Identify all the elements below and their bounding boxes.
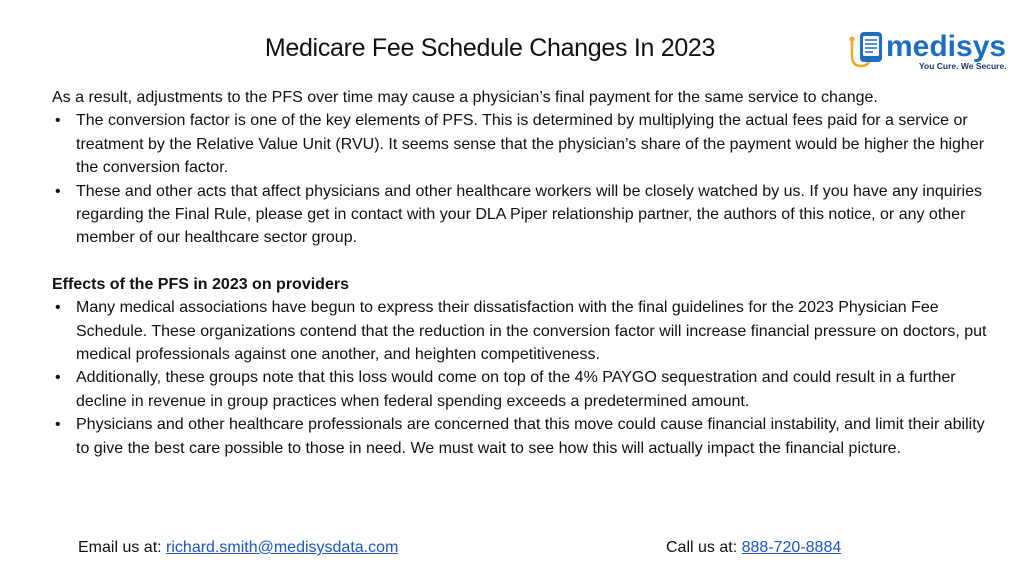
list-item	[52, 109, 997, 179]
main-content	[52, 86, 997, 460]
list-item	[52, 366, 997, 413]
logo-wordmark: medisys	[886, 30, 1007, 63]
section1-bullet-list	[52, 109, 997, 249]
bullet-glyph: •	[55, 416, 61, 434]
bullet-glyph: •	[55, 182, 61, 200]
list-item-text: These and other acts that affect physicians and other healthcare workers will be closely watched by us. If you have any inquiries regarding the Final Rule, please get in contact with your DLA Piper relationship partner, the authors of this notice, or any other member of our healthcare sector group.	[76, 182, 982, 247]
list-item-text: Many medical associations have begun to express their dissatisfaction with the final guidelines for the 2023 Physician Fee Schedule. These organizations contend that the reduction in the conversion factor will increase financial pressure on doctors, put medical professionals against one another, and heighten competitiveness.	[76, 299, 987, 364]
list-item	[52, 296, 997, 366]
bullet-glyph: •	[55, 299, 61, 317]
spacer	[52, 250, 997, 273]
bullet-glyph: •	[55, 112, 61, 130]
email-label: Email us at:	[78, 539, 167, 556]
phone-label: Call us at:	[666, 539, 742, 556]
footer-email	[78, 539, 398, 557]
page-title: Medicare Fee Schedule Changes In 2023	[264, 34, 716, 62]
phone-link[interactable]: 888-720-8884	[741, 539, 842, 556]
section-heading: Effects of the PFS in 2023 on providers	[52, 275, 349, 293]
list-item	[52, 180, 997, 250]
list-item-text: Physicians and other healthcare professionals are concerned that this move could cause financial instability, and limit their ability to give the best care possible to those in need. We must wait to see how this will actually impact the financial picture.	[76, 416, 985, 457]
section2-bullet-list	[52, 296, 997, 460]
logo-tagline: You Cure. We Secure.	[919, 61, 1007, 71]
company-logo	[848, 26, 1013, 72]
email-link[interactable]: richard.smith@medisysdata.com	[166, 539, 399, 556]
intro-paragraph: As a result, adjustments to the PFS over time may cause a physician’s final payment for the same service to change.	[52, 89, 878, 106]
list-item-text: Additionally, these groups note that this loss would come on top of the 4% PAYGO sequestration and could result in a further decline in revenue in group practices when federal spending exceeds a predetermined amount.	[76, 369, 956, 410]
bullet-glyph: •	[55, 369, 61, 387]
list-item-text: The conversion factor is one of the key elements of PFS. This is determined by multiplying the actual fees paid for a service or treatment by the Relative Value Unit (RVU). It seems sense that the physician’s share of the payment would be higher the higher the conversion factor.	[76, 112, 985, 177]
footer-phone	[666, 539, 841, 557]
medisys-logo-icon	[848, 26, 1013, 72]
list-item	[52, 413, 997, 460]
